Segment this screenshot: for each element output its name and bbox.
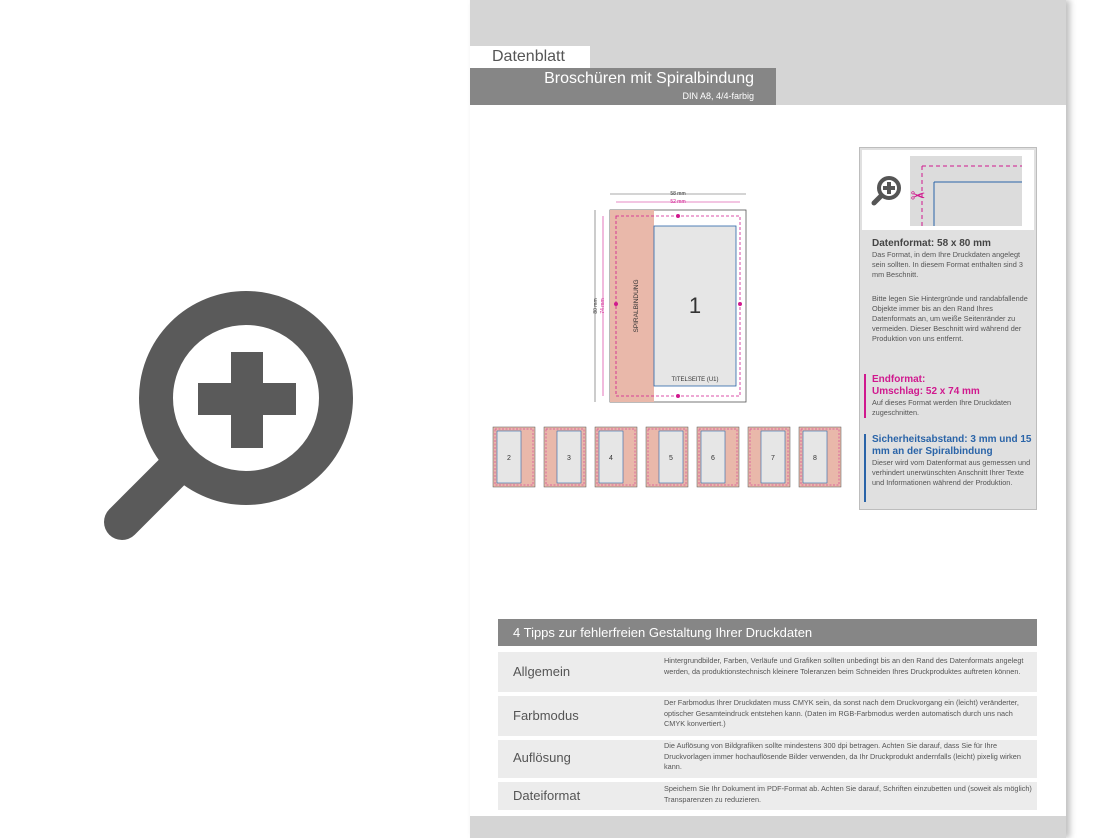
tip-label: Auflösung bbox=[513, 750, 571, 765]
tip-row-farbmodus bbox=[498, 696, 1037, 736]
datenformat-section bbox=[872, 238, 1032, 280]
safety-heading: Sicherheitsabstand: 3 mm und 15 mm an der Spiralbindung bbox=[872, 434, 1032, 457]
datenblatt-tab: Datenblatt bbox=[470, 46, 590, 68]
thumbnail-page-3 bbox=[544, 427, 586, 487]
tip-label: Allgemein bbox=[513, 664, 571, 679]
datenformat-text: Das Format, in dem Ihre Druckdaten angelegt sein sollten. In diesem Format enthalten sind 3 mm Beschnitt. bbox=[872, 250, 1023, 279]
thumbnail-number: 4 bbox=[609, 455, 613, 462]
thumbnail-page-5 bbox=[646, 427, 688, 487]
tip-text: Speichern Sie Ihr Dokument im PDF-Format ab. Achten Sie darauf, Schriften einzubetten und (soweit als möglich) Transparenzen zu reduzieren. bbox=[664, 784, 1032, 804]
svg-text:✂: ✂ bbox=[910, 186, 926, 207]
page-title: Broschüren mit Spiralbindung bbox=[544, 70, 754, 87]
safety-section bbox=[872, 434, 1032, 488]
thumbnail-number: 5 bbox=[669, 455, 673, 462]
title-bar bbox=[470, 68, 776, 105]
tips-heading: 4 Tipps zur fehlerfreien Gestaltung Ihrer Druckdaten bbox=[498, 619, 1037, 646]
thumbnail-page-8 bbox=[799, 427, 841, 487]
thumbnail-page-7 bbox=[748, 427, 790, 487]
thumbnail-page-4 bbox=[595, 427, 637, 487]
dim-height-inner: 74 mm bbox=[600, 298, 606, 314]
page-number-1: 1 bbox=[688, 293, 702, 318]
tip-label: Farbmodus bbox=[513, 708, 579, 723]
endformat-heading-1: Endformat: bbox=[872, 374, 926, 385]
datenformat-heading: Datenformat: 58 x 80 mm bbox=[872, 238, 991, 249]
zoom-in-icon[interactable] bbox=[874, 178, 899, 203]
dim-width-outer: 58 mm bbox=[670, 191, 686, 197]
datasheet-page bbox=[470, 0, 1066, 838]
endformat-heading-2: Umschlag: 52 x 74 mm bbox=[872, 386, 980, 397]
bleed-text: Bitte legen Sie Hintergründe und randabfallende Objekte immer bis an den Rand Ihres Datenformats an, um weiße Seitenränder zu vermeiden. Dieser Beschnitt wird während der Produktion von uns entfernt. bbox=[872, 294, 1028, 343]
thumbnail-number: 6 bbox=[711, 455, 715, 462]
tip-text: Hintergrundbilder, Farben, Verläufe und Grafiken sollten unbedingt bis an den Rand des Datenformats angelegt werden, da produktionstechnisch kleinere Toleranzen beim Schneiden Ihres Druckproduktes auftreten können. bbox=[664, 656, 1024, 676]
tip-row-allgemein bbox=[498, 652, 1037, 692]
format-diagram bbox=[590, 188, 750, 408]
safety-marker bbox=[864, 434, 866, 502]
tip-row-dateiformat bbox=[498, 782, 1037, 810]
tip-text: Die Auflösung von Bildgrafiken sollte mindestens 300 dpi betragen. Achten Sie darauf, dass Sie für Ihre Druckvorlagen immer hochauflösende Bilder verwenden, da Ihr Druckprodukt andernfalls (leicht) pixelig wirken kann. bbox=[664, 741, 1021, 771]
page-subtitle: DIN A8, 4/4-farbig bbox=[682, 91, 754, 101]
thumbnail-number: 2 bbox=[507, 455, 511, 462]
zoom-in-icon[interactable] bbox=[100, 290, 362, 552]
endformat-marker bbox=[864, 374, 866, 418]
tip-row-aufloesung bbox=[498, 740, 1037, 778]
endformat-text: Auf dieses Format werden Ihre Druckdaten zugeschnitten. bbox=[872, 398, 1012, 417]
binding-area bbox=[610, 210, 654, 402]
safety-text: Dieser wird vom Datenformat aus gemessen und verhindert unerwünschten Anschnitt Ihrer Texte und Informationen während der Produktion. bbox=[872, 458, 1031, 487]
info-box bbox=[859, 147, 1037, 510]
thumbnail-number: 3 bbox=[567, 455, 571, 462]
corner-preview bbox=[862, 150, 1034, 230]
footer-band bbox=[470, 816, 1066, 838]
thumbnail-page-2 bbox=[493, 427, 535, 487]
binding-label: SPIRALBINDUNG bbox=[633, 279, 640, 333]
thumbnail-number: 8 bbox=[813, 455, 817, 462]
thumbnail-number: 7 bbox=[771, 455, 775, 462]
scissors-icon bbox=[910, 186, 925, 207]
tip-label: Dateiformat bbox=[513, 788, 581, 803]
endformat-section bbox=[872, 374, 1032, 418]
dim-width-inner: 52 mm bbox=[670, 199, 686, 205]
tip-text: Der Farbmodus Ihrer Druckdaten muss CMYK sein, da sonst nach dem Druckvorgang ein (leicht) veränderter, optischer Gesamteindruck entstehen kann. (Daten im RGB-Farbmodus werden automatisch durch uns nach CMYK konvertiert.) bbox=[664, 698, 1019, 728]
dim-height-outer: 80 mm bbox=[593, 298, 599, 314]
page-thumbnails bbox=[492, 426, 848, 490]
thumbnail-page-6 bbox=[697, 427, 739, 487]
cover-label: TITELSEITE (U1) bbox=[671, 377, 719, 383]
